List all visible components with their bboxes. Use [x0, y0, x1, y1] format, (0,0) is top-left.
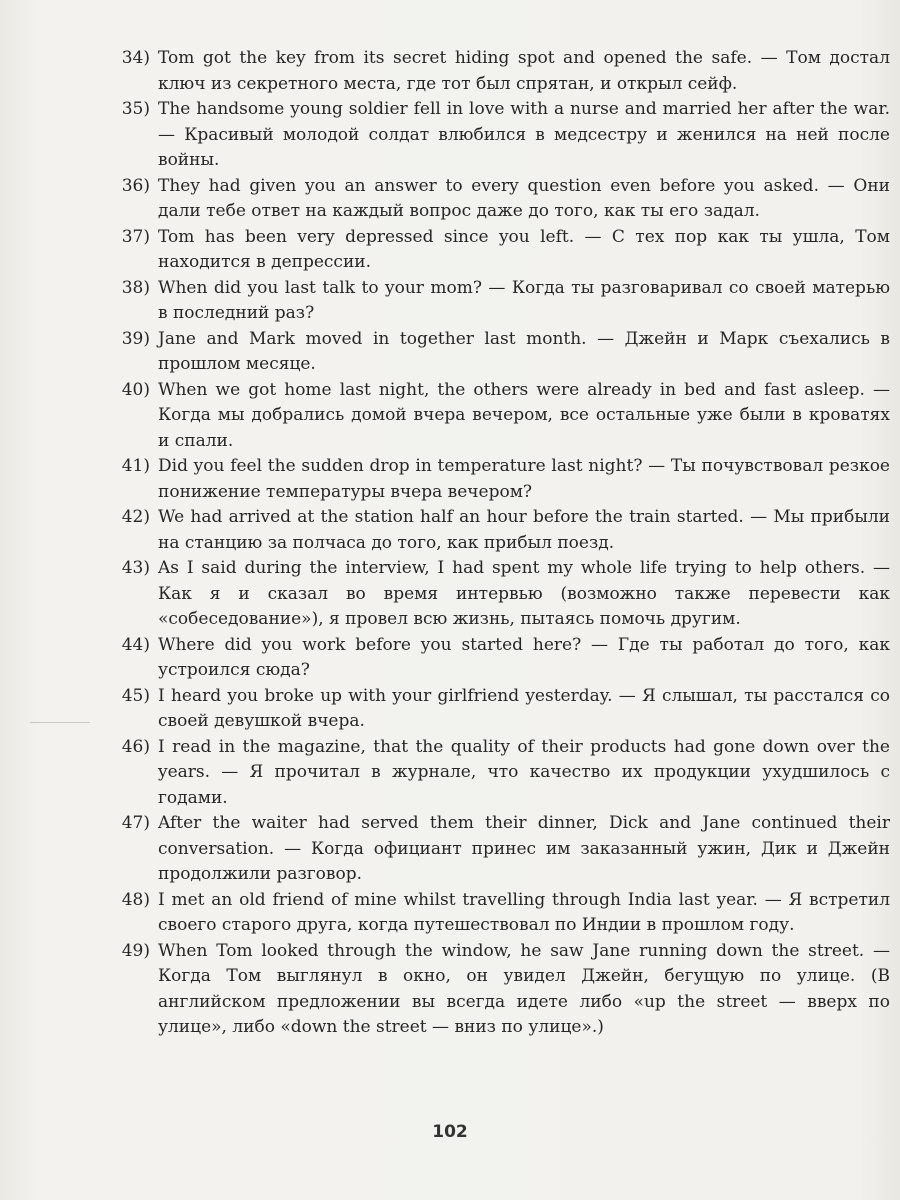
sentence-list	[100, 46, 890, 1041]
item-text: Where did you work before you started here? — Где ты работал до того, как устроился сюда?	[158, 634, 890, 680]
list-item	[100, 556, 890, 633]
item-text: Tom got the key from its secret hiding spot and opened the safe. — Том достал ключ из секретного места, где тот был спрятан, и открыл сейф.	[158, 48, 890, 94]
item-number: 36)	[121, 175, 150, 196]
item-number: 40)	[121, 379, 150, 400]
list-item	[100, 684, 890, 735]
item-number: 39)	[121, 328, 150, 349]
item-text: After the waiter had served them their dinner, Dick and Jane continued their conversation. — Когда официант принес им заказанный ужин, Дик и Джейн продолжили разговор.	[158, 813, 890, 884]
item-number: 45)	[121, 685, 150, 706]
list-item	[100, 939, 890, 1041]
item-number: 42)	[121, 507, 150, 527]
item-number: 49)	[121, 940, 150, 961]
item-number: 44)	[121, 634, 150, 655]
list-item	[100, 378, 890, 455]
item-text: We had arrived at the station half an hour before the train started. — Мы прибыли на станцию за полчаса до того, как прибыл поезд.	[158, 507, 890, 553]
list-item	[100, 454, 890, 505]
item-number: 38)	[121, 277, 150, 298]
item-text: Tom has been very depressed since you left. — С тех пор как ты ушла, Том находится в депрессии.	[158, 226, 890, 272]
item-number: 34)	[121, 48, 150, 68]
item-number: 48)	[121, 889, 150, 910]
item-text: When did you last talk to your mom? — Когда ты разговаривал со своей матерью в последний раз?	[158, 277, 890, 323]
list-item	[100, 174, 890, 225]
item-text: I read in the magazine, that the quality of their products had gone down over the years. — Я прочитал в журнале, что качество их продукции ухудшилось с годами.	[158, 736, 890, 808]
item-text: The handsome young soldier fell in love with a nurse and married her after the war. — Красивый молодой солдат влюбился в медсестру и женился на ней после войны.	[158, 99, 890, 170]
item-number: 41)	[121, 456, 150, 476]
item-text: I heard you broke up with your girlfriend yesterday. — Я слышал, ты расстался со своей девушкой вчера.	[158, 685, 890, 731]
list-item	[100, 225, 890, 276]
item-number: 35)	[121, 99, 150, 119]
item-text: Did you feel the sudden drop in temperature last night? — Ты почувствовал резкое понижение температуры вчера вечером?	[158, 456, 890, 502]
list-item	[100, 811, 890, 888]
list-item	[100, 888, 890, 939]
item-number: 43)	[121, 558, 150, 578]
list-item	[100, 46, 890, 97]
list-item	[100, 97, 890, 174]
page-number: 102	[432, 1122, 468, 1142]
margin-mark	[30, 722, 90, 723]
item-text: I met an old friend of mine whilst travelling through India last year. — Я встретил своего старого друга, когда путешествовал по Индии в прошлом году.	[158, 889, 890, 935]
item-text: When Tom looked through the window, he saw Jane running down the street. — Когда Том выглянул в окно, он увидел Джейн, бегущую по улице. (В английском предложении вы всегда идете либо «up the street — вверх по улице», либо «down the street — вниз по улице».)	[158, 940, 890, 1037]
list-item	[100, 276, 890, 327]
item-number: 37)	[121, 226, 150, 247]
item-text: When we got home last night, the others were already in bed and fast asleep. — Когда мы добрались домой вчера вечером, все остальные уже были в кроватях и спали.	[158, 379, 890, 451]
list-item	[100, 633, 890, 684]
item-text: They had given you an answer to every question even before you asked. — Они дали тебе ответ на каждый вопрос даже до того, как ты его задал.	[158, 175, 890, 221]
list-item	[100, 505, 890, 556]
list-item	[100, 327, 890, 378]
item-text: As I said during the interview, I had spent my whole life trying to help others. — Как я и сказал во время интервью (возможно также перевести как «собеседование»), я провел всю жизнь, пытаясь помочь другим.	[158, 558, 890, 629]
item-number: 46)	[121, 736, 150, 757]
item-number: 47)	[121, 813, 150, 833]
list-item	[100, 735, 890, 812]
item-text: Jane and Mark moved in together last month. — Джейн и Марк съехались в прошлом месяце.	[158, 328, 890, 374]
